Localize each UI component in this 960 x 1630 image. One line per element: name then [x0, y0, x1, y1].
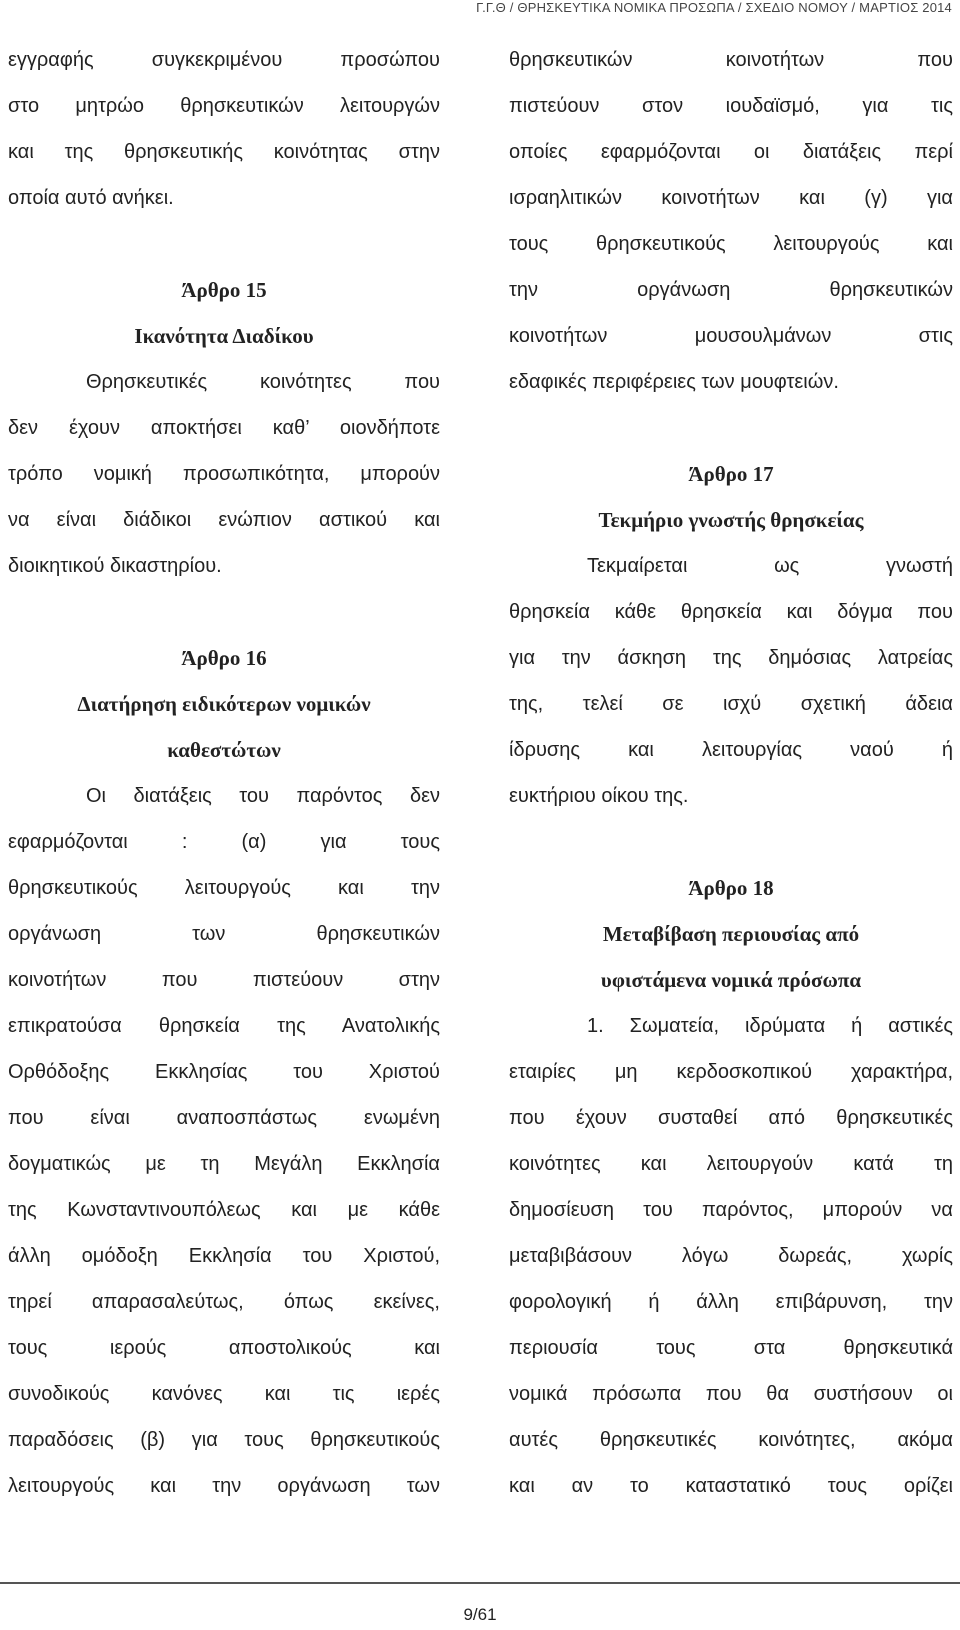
text-line: της Κωνσταντινουπόλεως και με κάθε — [8, 1199, 440, 1221]
text-line: αυτές θρησκευτικές κοινότητες, ακόμα — [509, 1429, 953, 1451]
text-line: Οι διατάξεις του παρόντος δεν — [86, 785, 440, 807]
article-18-subtitle-line-2: υφιστάμενα νομικά πρόσωπα — [600, 968, 862, 992]
text-line: νομικά πρόσωπα που θα συστήσουν οι — [509, 1383, 953, 1405]
text-line: πιστεύουν στον ιουδαϊσμό, για τις — [509, 95, 953, 117]
text-line: συνοδικούς κανόνες και τις ιερές — [8, 1383, 440, 1405]
article-15-title: Άρθρο 15 — [181, 278, 267, 302]
text-line: που έχουν συσταθεί από θρησκευτικές — [509, 1107, 953, 1129]
article-17-title: Άρθρο 17 — [688, 462, 774, 486]
text-line: εφαρμόζονται : (α) για τους — [8, 831, 440, 853]
text-line: για την άσκηση της δημόσιας λατρείας — [509, 647, 953, 669]
text-line: εδαφικές περιφέρειες των μουφτειών. — [509, 371, 839, 393]
text-line: Τεκμαίρεται ως γνωστή — [587, 555, 953, 577]
left-column — [8, 45, 440, 1517]
text-line: εταιρίες μη κερδοσκοπικού χαρακτήρα, — [509, 1061, 953, 1083]
text-line: άλλη ομόδοξη Εκκλησία του Χριστού, — [8, 1245, 440, 1267]
text-line: φορολογική ή άλλη επιβάρυνση, την — [509, 1291, 953, 1313]
article-16-title: Άρθρο 16 — [181, 646, 267, 670]
text-line: την οργάνωση θρησκευτικών — [509, 279, 953, 301]
page-number: 9/61 — [463, 1605, 497, 1624]
text-line: θρησκευτικών κοινοτήτων που — [509, 49, 953, 71]
text-line: να είναι διάδικοι ενώπιον αστικού και — [8, 509, 440, 531]
text-line: παραδόσεις (β) για τους θρησκευτικούς — [8, 1429, 440, 1451]
text-line: δογματικώς με τη Μεγάλη Εκκλησία — [8, 1153, 440, 1175]
text-line: κοινοτήτων που πιστεύουν στην — [8, 969, 440, 991]
text-line: και της θρησκευτικής κοινότητας στην — [8, 141, 440, 163]
article-16-subtitle-line-1: Διατήρηση ειδικότερων νομικών — [77, 692, 371, 716]
text-line: Ορθόδοξης Εκκλησίας του Χριστού — [8, 1061, 440, 1083]
right-column — [509, 45, 953, 1517]
text-line: διοικητικού δικαστηρίου. — [8, 555, 222, 577]
text-line: ισραηλιτικών κοινοτήτων και (γ) για — [509, 187, 953, 209]
text-line: ευκτήριου οίκου της. — [509, 785, 689, 807]
text-line: που είναι αναποσπάστως ενωμένη — [8, 1107, 440, 1129]
text-line: περιουσία τους στα θρησκευτικά — [509, 1337, 953, 1359]
text-line: τους θρησκευτικούς λειτουργούς και — [509, 233, 953, 255]
text-line: δημοσίευση του παρόντος, μπορούν να — [509, 1199, 953, 1221]
text-line: οποίες εφαρμόζονται οι διατάξεις περί — [509, 141, 953, 163]
article-15-subtitle: Ικανότητα Διαδίκου — [134, 324, 314, 348]
text-line: δεν έχουν αποκτήσει καθ’ οιονδήποτε — [8, 417, 440, 439]
text-line: ίδρυσης και λειτουργίας ναού ή — [509, 739, 953, 761]
text-line: μεταβιβάσουν λόγω δωρεάς, χωρίς — [509, 1245, 953, 1267]
text-line: οργάνωση των θρησκευτικών — [8, 923, 440, 945]
text-line: 1. Σωματεία, ιδρύματα ή αστικές — [587, 1015, 953, 1037]
footer-divider — [0, 1582, 960, 1584]
text-line: της, τελεί σε ισχύ σχετική άδεια — [509, 693, 953, 715]
text-line: εγγραφής συγκεκριμένου προσώπου — [8, 49, 440, 71]
text-line: κοινοτήτων μουσουλμάνων στις — [509, 325, 953, 347]
text-line: κοινότητες και λειτουργούν κατά τη — [509, 1153, 953, 1175]
text-line: στο μητρώο θρησκευτικών λειτουργών — [8, 95, 440, 117]
text-line: και αν το καταστατικό τους ορίζει — [509, 1475, 953, 1497]
article-17-subtitle: Τεκμήριο γνωστής θρησκείας — [598, 508, 864, 532]
article-18-title: Άρθρο 18 — [688, 876, 774, 900]
text-line: τους ιερούς αποστολικούς και — [8, 1337, 440, 1359]
article-18-subtitle-line-1: Μεταβίβαση περιουσίας από — [602, 922, 860, 946]
text-line: Θρησκευτικές κοινότητες που — [86, 371, 440, 393]
text-line: θρησκευτικούς λειτουργούς και την — [8, 877, 440, 899]
document-header: Γ.Γ.Θ / ΘΡΗΣΚΕΥΤΙΚΑ ΝΟΜΙΚΑ ΠΡΟΣΩΠΑ / ΣΧΕΔΙΟ ΝΟΜΟΥ / ΜΑΡΤΙΟΣ 2014 — [476, 0, 952, 15]
article-16-subtitle-line-2: καθεστώτων — [167, 738, 281, 762]
text-line: θρησκεία κάθε θρησκεία και δόγμα που — [509, 601, 953, 623]
text-line: τηρεί απαρασαλεύτως, όπως εκείνες, — [8, 1291, 440, 1313]
text-line: λειτουργούς και την οργάνωση των — [8, 1475, 440, 1497]
text-line: οποία αυτό ανήκει. — [8, 187, 174, 209]
text-line: τρόπο νομική προσωπικότητα, μπορούν — [8, 463, 440, 485]
text-line: επικρατούσα θρησκεία της Ανατολικής — [8, 1015, 440, 1037]
